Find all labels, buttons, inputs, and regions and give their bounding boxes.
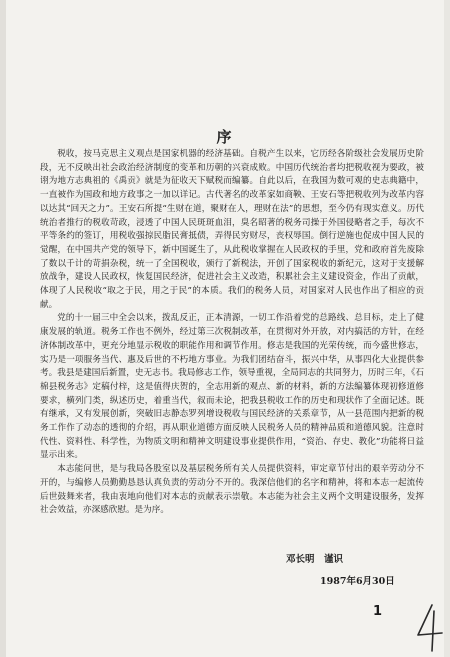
page-title: 序	[216, 128, 234, 146]
signature-name: 邓长明 谨识	[286, 554, 344, 565]
preface-body	[40, 148, 424, 518]
page-number: 1	[373, 604, 383, 619]
paragraph-3: 本志能问世，是与我局各股室以及基层税务所有关人员提供资料，审定章节付出的艰辛劳动分不开的，与编修人员勤勤恳恳认真负责的劳动分不开的。我深信他们的名字和精神，将和本志一起流传后世鼓舞来者，我由衷地向他们对本志的贡献表示崇敬。本志能为社会主义两个文明建设服务，发挥社会效益，亦深感欣慰。是为序。	[40, 464, 424, 516]
signature-date: 1987年6月30日	[320, 576, 395, 587]
paragraph-1: 税收，按马克思主义观点是国家机器的经济基础。自税产生以来，它历经各阶级社会发展历史阶段，无不反映出社会政治经济制度的变革和历朝的兴衰成败。中国历代统治者均把税收视为要政，被诩为地方志典祖的《禹贡》就是为征收天下赋税而编纂。自此以后，在我国为数可观的史志典籍中，一直被作为国政和地方政事之一加以详记。古代著名的改革家如商鞅、王安石等把税收列为改革内容以达其“回天之力”。王安石所提“生财在道，聚财在人，理财在法”的思想，至今仍有现实意义。历代统治者推行的税收苛政，浸透了中国人民斑斑血泪，臭名昭著的税务司操于外国侵略者之手，每次不平等条约的签订，用税收强掠民脂民膏抵债，弄得民穷财尽，丧权辱国。倒行逆施也促成中国人民的觉醒，在中国共产党的领导下，新中国诞生了，从此税收掌握在人民政权的手里，党和政府首先废除了数以千计的苛捐杂税，统一了全国税收，颁行了新税法，开创了国家税收的新纪元，这对于支援解放战争，建设人民政权，恢复国民经济，促进社会主义改造，积累社会主义建设资金，作出了贡献，体现了人民税收“取之于民，用之于民”的本质。我们的税务人员，对国家对人民也作出了相应的贡献。	[40, 149, 424, 310]
paragraph-2: 党的十一届三中全会以来，拨乱反正，正本清源，一切工作沿着党的总路线、总目标，走上了健康发展的轨道。税务工作也不例外，经过第三次税制改革，在贯彻对外开放，对内搞活的方针，在经济体制改革中，更充分地显示税收的职能作用和调节作用。修志是我国的光荣传统，而今盛世修志，实乃是一项服务当代、惠及后世的不朽地方事业。为我们团结奋斗，振兴中华，从事四化大业提供参考。我县是建国后新置，史无志书。我局修志工作，领导重视，全局同志的共同努力，历时三年，《石棉县税务志》定稿付梓，这是值得庆贺的，全志用新的观点、新的材料，新的方法编纂体现初修道修要求，横列门类，纵述历史，着重当代，叙而未论，把我县税收工作的历史和现状作了全面记述。既有继承，又有发展创新，突破旧志静态罗列增设税收与国民经济的关系章节，从一县范围内把新的税务工作作了动态的透彻的介绍，再从职业道德方面反映人民税务人员的精神品质和道德风貌。注意时代性、资料性、科学性，为物质文明和精神文明建设事业提供作用，“资治、存史、教化”功能将日益显示出来。	[40, 313, 424, 461]
handwritten-number-mark	[412, 601, 446, 653]
